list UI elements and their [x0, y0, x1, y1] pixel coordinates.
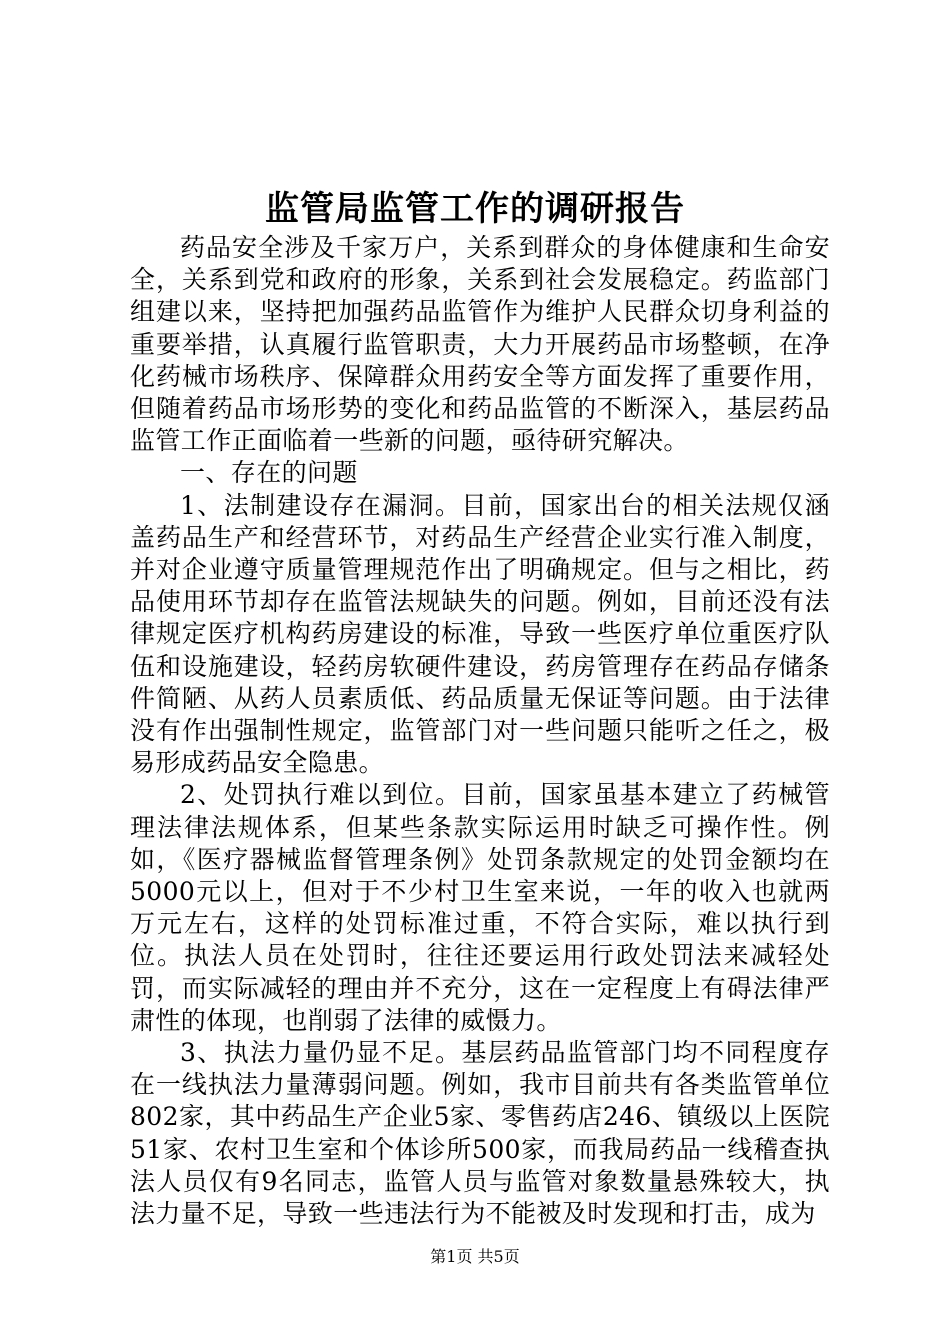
document-title: 监管局监管工作的调研报告	[265, 189, 685, 229]
issue-paragraph-3: 3、执法力量仍显不足。基层药品监管部门均不同程度存在一线执法力量薄弱问题。例如，我市目前共有各类监管单位802家，其中药品生产企业5家、零售药店246、镇级以上医院51家、农村卫生室和个体诊所500家，而我局药品一线稽查执法人员仅有9名同志，监管人员与监管对象数量悬殊较大，执法力量不足，导致一些违法行为不能被及时发现和打击，成为	[130, 1038, 830, 1229]
page-footer: 第1页 共5页	[430, 1247, 520, 1266]
section-heading: 一、存在的问题	[180, 458, 358, 488]
issue-paragraph-2: 2、处罚执行难以到位。目前，国家虽基本建立了药械管理法律法规体系，但某些条款实际运用时缺乏可操作性。例如，《医疗器械监督管理条例》处罚条款规定的处罚金额均在5000元以上，但对于不少村卫生室来说，一年的收入也就两万元左右，这样的处罚标准过重，不符合实际，难以执行到位。执法人员在处罚时，往往还要运用行政处罚法来减轻处罚，而实际减轻的理由并不充分，这在一定程度上有碍法律严肃性的体现，也削弱了法律的威慑力。	[130, 780, 830, 1035]
issue-paragraph-1: 1、法制建设存在漏洞。目前，国家出台的相关法规仅涵盖药品生产和经营环节，对药品生产经营企业实行准入制度，并对企业遵守质量管理规范作出了明确规定。但与之相比，药品使用环节却存在监管法规缺失的问题。例如，目前还没有法律规定医疗机构药房建设的标准，导致一些医疗单位重医疗队伍和设施建设，轻药房软硬件建设，药房管理存在药品存储条件简陋、从药人员素质低、药品质量无保证等问题。由于法律没有作出强制性规定，监管部门对一些问题只能听之任之，极易形成药品安全隐患。	[130, 490, 830, 778]
document-body	[130, 232, 830, 1230]
intro-paragraph: 药品安全涉及千家万户，关系到群众的身体健康和生命安全，关系到党和政府的形象，关系到社会发展稳定。药监部门组建以来，坚持把加强药品监管作为维护人民群众切身利益的重要举措，认真履行监管职责，大力开展药品市场整顿，在净化药械市场秩序、保障群众用药安全等方面发挥了重要作用，但随着药品市场形势的变化和药品监管的不断深入，基层药品监管工作正面临着一些新的问题，亟待研究解决。	[130, 233, 830, 456]
